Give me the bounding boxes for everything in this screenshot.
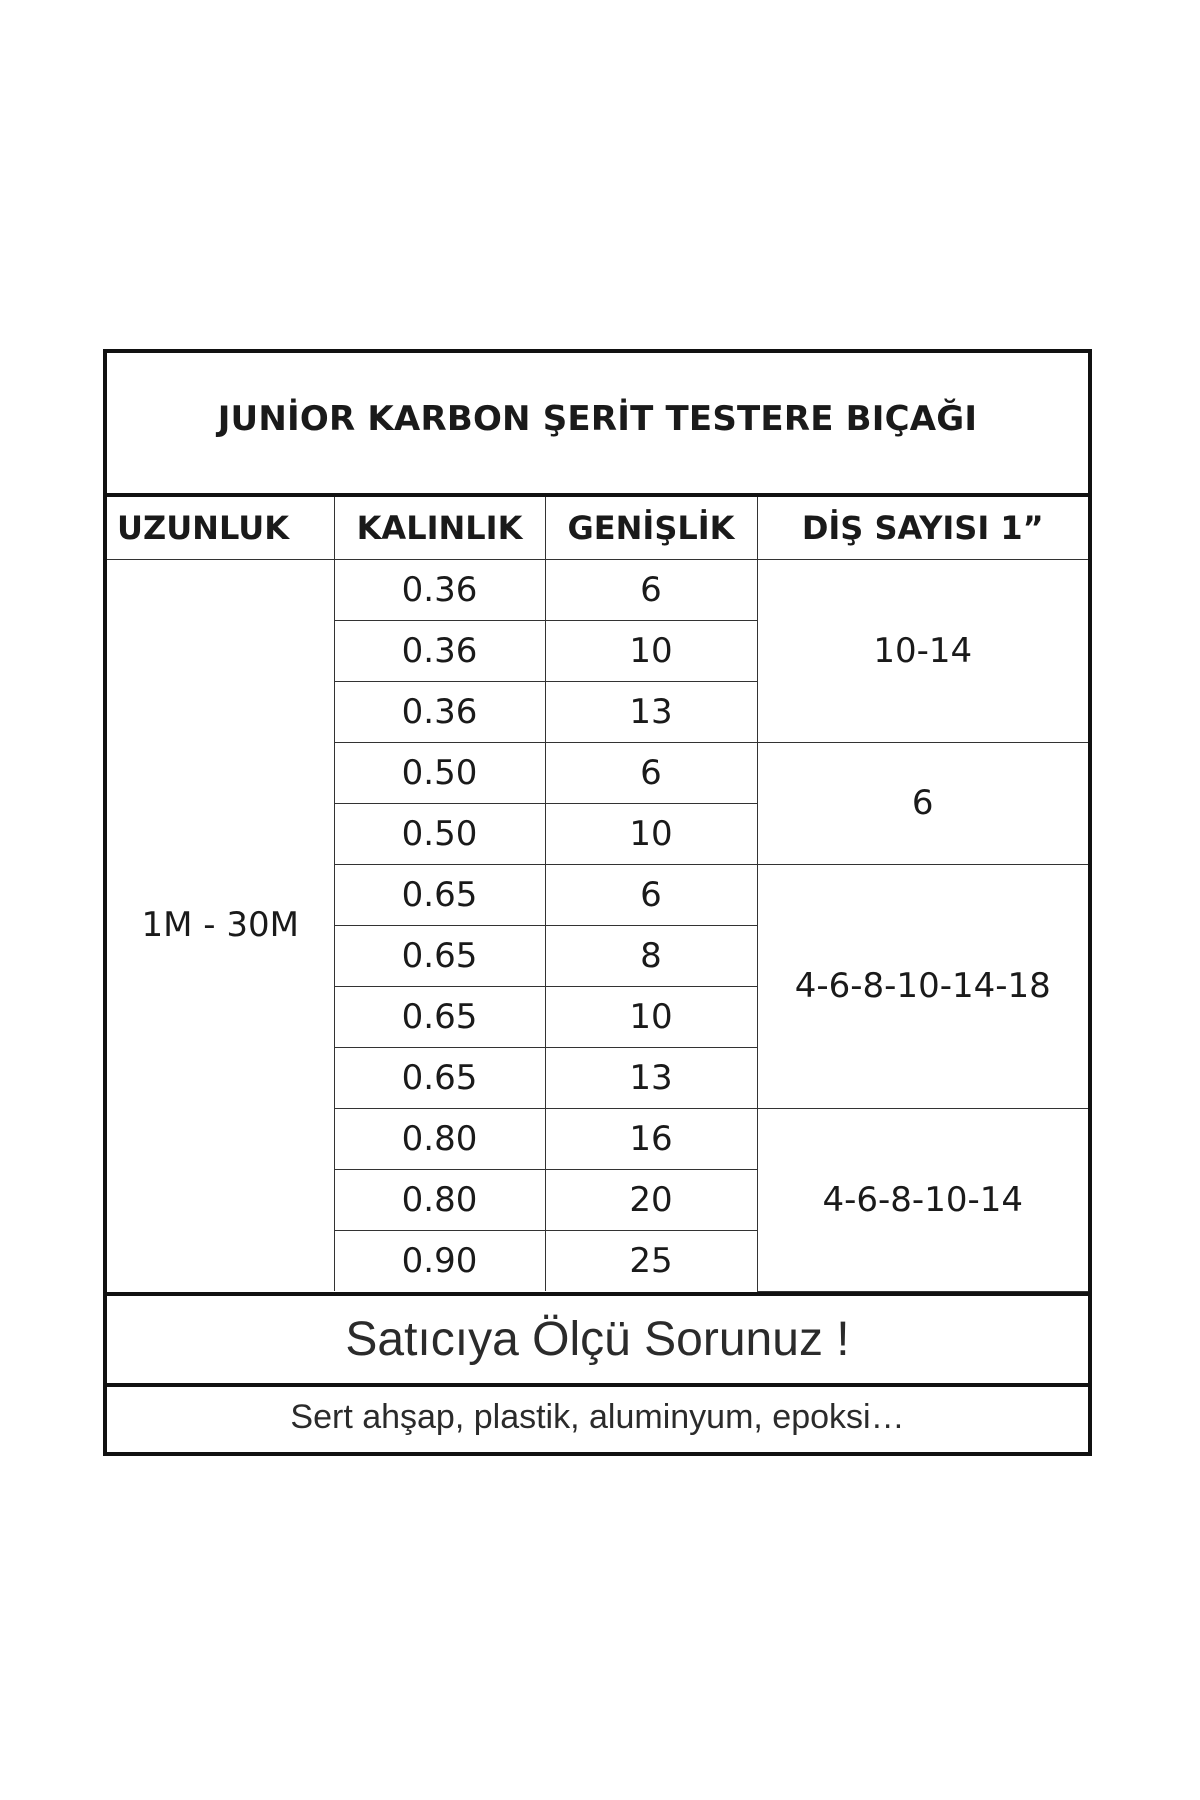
width-cell: 10 xyxy=(545,986,757,1047)
width-cell: 8 xyxy=(545,925,757,986)
materials-note: Sert ahşap, plastik, aluminyum, epoksi… xyxy=(107,1383,1088,1448)
width-cell: 25 xyxy=(545,1230,757,1291)
teeth-group-cell: 4-6-8-10-14 xyxy=(757,1108,1088,1291)
thickness-cell: 0.50 xyxy=(334,742,545,803)
thickness-cell: 0.90 xyxy=(334,1230,545,1291)
teeth-group-cell: 6 xyxy=(757,742,1088,864)
thickness-cell: 0.36 xyxy=(334,559,545,620)
width-cell: 10 xyxy=(545,620,757,681)
header-width: GENİŞLİK xyxy=(545,497,757,559)
thickness-cell: 0.65 xyxy=(334,925,545,986)
table-row xyxy=(107,559,1088,620)
teeth-group-cell: 4-6-8-10-14-18 xyxy=(757,864,1088,1108)
table-header-row xyxy=(107,497,1088,559)
width-cell: 6 xyxy=(545,742,757,803)
spec-table xyxy=(107,497,1088,1292)
width-cell: 20 xyxy=(545,1169,757,1230)
thickness-cell: 0.80 xyxy=(334,1169,545,1230)
teeth-group-cell: 10-14 xyxy=(757,559,1088,742)
width-cell: 6 xyxy=(545,864,757,925)
header-length: UZUNLUK xyxy=(107,497,334,559)
width-cell: 10 xyxy=(545,803,757,864)
thickness-cell: 0.65 xyxy=(334,1047,545,1108)
thickness-cell: 0.36 xyxy=(334,620,545,681)
header-teeth: DİŞ SAYISI 1” xyxy=(757,497,1088,559)
thickness-cell: 0.80 xyxy=(334,1108,545,1169)
thickness-cell: 0.65 xyxy=(334,864,545,925)
ask-seller-notice: Satıcıya Ölçü Sorunuz ! xyxy=(107,1292,1088,1383)
width-cell: 6 xyxy=(545,559,757,620)
width-cell: 13 xyxy=(545,1047,757,1108)
spec-sheet xyxy=(103,349,1092,1456)
thickness-cell: 0.36 xyxy=(334,681,545,742)
sheet-title: JUNİOR KARBON ŞERİT TESTERE BIÇAĞI xyxy=(107,353,1088,497)
length-value: 1M - 30M xyxy=(107,559,334,1291)
width-cell: 13 xyxy=(545,681,757,742)
thickness-cell: 0.50 xyxy=(334,803,545,864)
header-thickness: KALINLIK xyxy=(334,497,545,559)
width-cell: 16 xyxy=(545,1108,757,1169)
thickness-cell: 0.65 xyxy=(334,986,545,1047)
